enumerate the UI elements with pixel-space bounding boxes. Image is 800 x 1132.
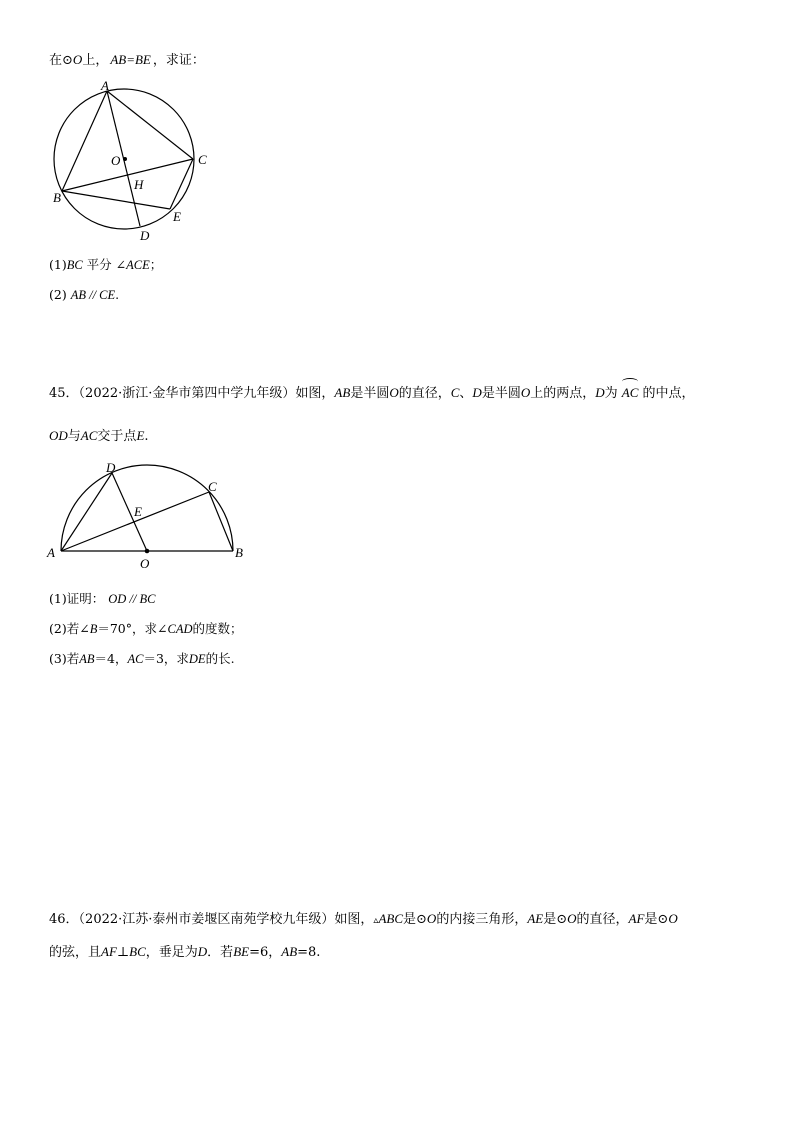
- q45-label-e: E: [134, 504, 142, 519]
- q46-stem-line-2: 的弦，且AF⊥BC，垂足为D．若BE=6，AB=8.: [49, 944, 321, 960]
- q45-part-3: (3)若AB＝4，AC＝3，求DE的长.: [49, 651, 235, 666]
- q45-segment-bc: [209, 492, 233, 551]
- q45-label-d: D: [106, 460, 116, 475]
- q44-label-d: D: [140, 228, 150, 243]
- q45-segment-ad: [61, 473, 112, 551]
- q45-label-c: C: [208, 479, 217, 494]
- q44-label-e: E: [173, 209, 181, 224]
- q45-segment-ac: [61, 492, 209, 551]
- q45-part-2: (2)若∠B＝70°，求∠CAD的度数；: [49, 621, 243, 636]
- q44-part-1: (1)BC 平分 ∠ACE；: [49, 257, 163, 272]
- q44-label-a: A: [101, 78, 109, 93]
- q45-semicircle: [61, 465, 233, 551]
- q45-part-1: (1)证明： OD // BC: [49, 591, 156, 606]
- q45-label-b: B: [235, 545, 243, 560]
- q44-label-c: C: [198, 152, 207, 167]
- q45-label-a: A: [47, 545, 55, 560]
- q44-part-2: (2) AB // CE.: [49, 287, 120, 302]
- q44-label-o: O: [111, 153, 121, 168]
- q44-label-h: H: [134, 177, 144, 192]
- q45-stem-line-2: OD与AC交于点E.: [49, 428, 149, 444]
- q44-label-b: B: [53, 190, 61, 205]
- q46-stem-line-1: 46．（2022·江苏·泰州市姜堰区南苑学校九年级）如图，▵ABC是⊙O的内接三角形，AE是⊙O的直径，AF是⊙O: [49, 911, 678, 927]
- q45-stem-line-1: 45．（2022·浙江·金华市第四中学九年级）如图，AB是半圆O的直径，C、D是半圆O上的两点，D为 AC 的中点，: [49, 385, 695, 402]
- q45-center-point: [145, 549, 150, 554]
- q45-label-o: O: [140, 556, 150, 571]
- q45-arc-ac: AC: [622, 385, 639, 402]
- q44-intro: 在⊙O上， AB=BE ，求证：: [49, 52, 205, 68]
